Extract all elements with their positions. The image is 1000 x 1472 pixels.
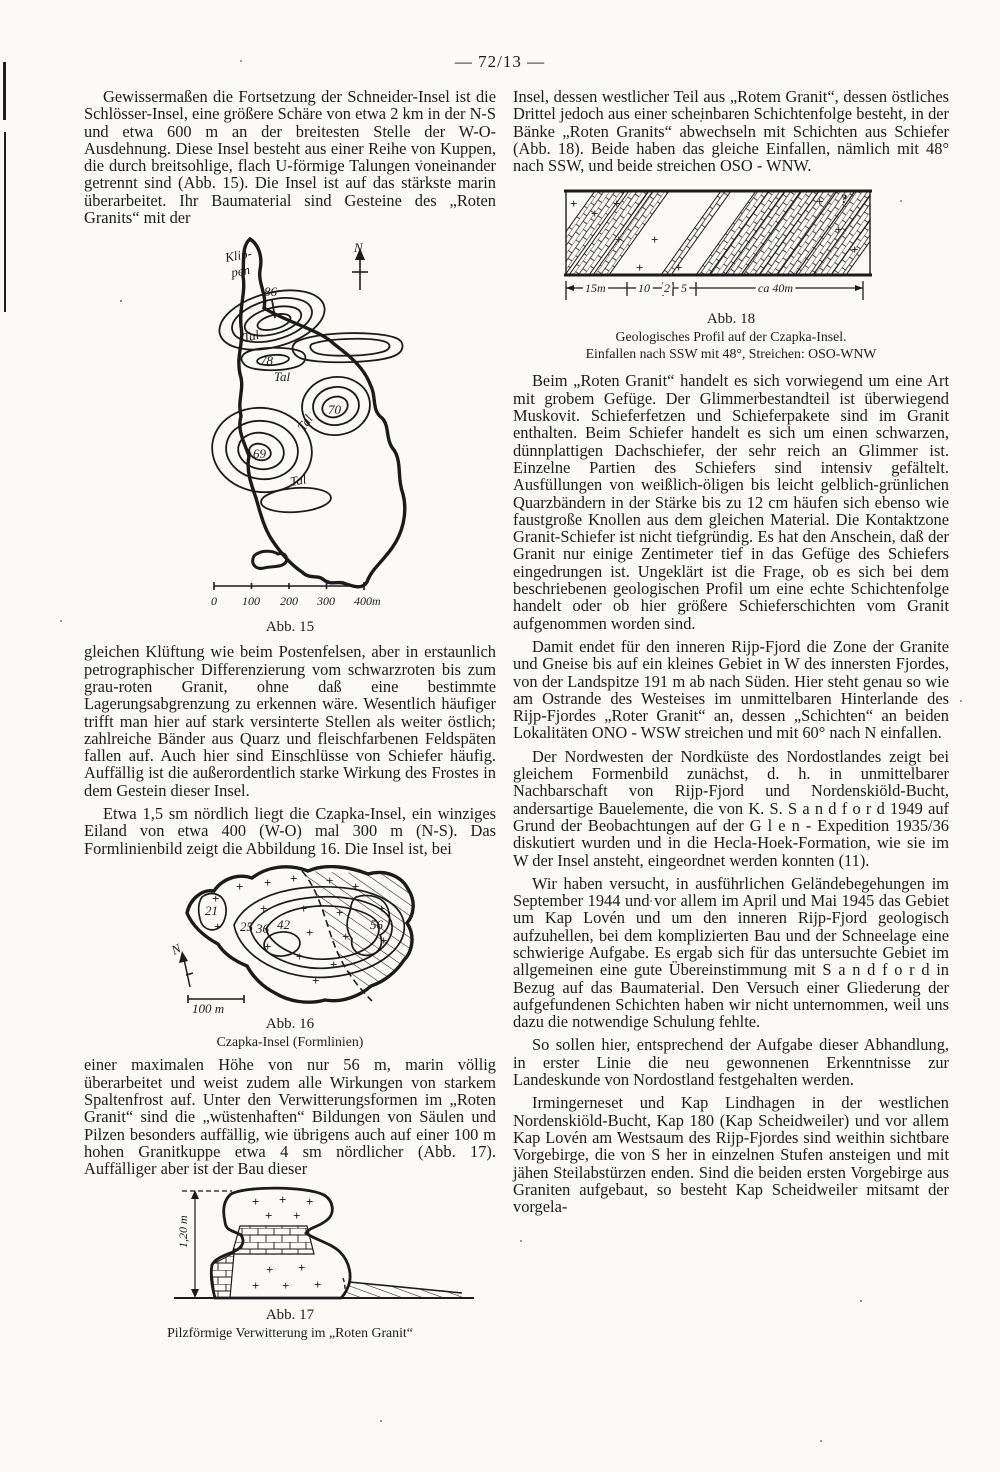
dimension-line (566, 281, 863, 300)
granite-cross-icon: + (290, 870, 298, 886)
label-56: 56 (370, 916, 383, 932)
granite-cross-icon: + (306, 1193, 314, 1209)
granite-cross-icon: + (816, 194, 824, 210)
right-para-6: So sollen hier, entsprechend der Aufgabe dieser Abhandlung, in erster Linie die neu gewonnenen Erkenntnisse zur Landeskunde von Nordostland festgehalten werden. (513, 1035, 949, 1090)
granite-cross-icon: + (380, 932, 388, 948)
granite-cross-icon: + (293, 1207, 301, 1223)
height-label: 1,20 m (176, 1214, 190, 1248)
granite-cross-icon: + (314, 1276, 322, 1292)
geological-profile (513, 188, 949, 310)
scale-tick-100: 100 (242, 594, 260, 609)
granite-cross-icon: + (615, 232, 623, 248)
scale-tick-200: 200 (280, 594, 298, 609)
right-para-4: Der Nordwesten der Nordküste des Nordostlandes zeigt bei gleichem Formenbild zunächst, d. h. in unmittelbarer Nachbarschaft von Rijp-Fjord und Nordenskiöld-Bucht, andersartige Bauelemente, die von K. S. S a n d f o r d 1949 auf Grund der Beobachtungen auf der G l e n - Expedition 1935/36 diskutiert wurden und in die Hecla-Hoek-Formation, wie sie im W der Insel ansteht, eingeordnet werden konnten (11). (513, 746, 949, 870)
scale-tick-300: 300 (317, 594, 335, 609)
granite-cross-icon: + (835, 222, 843, 238)
dim-5: 5 (681, 281, 687, 296)
paper-noise (0, 0, 2, 2)
granite-cross-icon: + (260, 900, 268, 916)
talus-hatch (346, 1282, 462, 1298)
granite-cross-icon: + (336, 904, 344, 920)
granite-cross-icon: + (298, 1259, 306, 1275)
label-78: 78 (260, 353, 273, 369)
right-para-3: Damit endet für den inneren Rijp-Fjord die Zone der Granite und Gneise bis auf ein kleines Gebiet in W des innersten Fjordes, von der Landspitze 191 m ab nach Süden. Hier steht genau so wie am Ostrande des Westeises im unmittelbaren Hinterlande des Rijp-Fjordes „Roter Granit“ an, dessen „Schichten“ an beiden Lokalitäten ONO - WSW streichen und mit 60° nach N einfallen. (513, 636, 949, 743)
figure-16-caption-1: Abb. 16 (265, 1015, 315, 1032)
granite-cross-icon: + (675, 260, 683, 276)
granite-cross-icon: + (378, 900, 386, 916)
granite-cross-icon: + (236, 878, 244, 894)
figure-15-caption: Abb. 15 (265, 619, 315, 636)
label-21: 21 (205, 902, 218, 918)
label-70: 70 (328, 402, 341, 418)
granite-cross-icon: + (312, 972, 320, 988)
granite-cross-icon: + (613, 196, 621, 212)
label-86: 86 (264, 284, 277, 300)
dim-2: 2 (664, 281, 670, 296)
label-25: 25 (240, 918, 253, 934)
granite-cross-icon: + (651, 232, 659, 248)
granite-cross-icon: + (252, 1277, 260, 1293)
left-para-4: einer maximalen Höhe von nur 56 m, marin völlig überarbeitet und weist zudem alle Wirkungen von starkem Spaltenfrost auf. Unter den Verwitterungsformen im „Roten Granit“ sind die „wüstenhaften“ Bildungen von Säulen und Pilzen besonders auffällig, wie übrigens auch auf einer 100 m hohen Granitkuppe etwa 4 sm nördlicher (Abb. 17). Auffälliger aber ist der Bau dieser (84, 1055, 496, 1179)
figure-18-caption-2: Geologisches Profil auf der Czapka-Insel. (615, 329, 847, 345)
scale-tick-400m: 400m (354, 594, 381, 609)
label-tal-3: Tal (294, 412, 316, 435)
figure-16-caption-2: Czapka-Insel (Formlinien) (216, 1033, 364, 1049)
dim-ca40m: ca 40m (758, 281, 793, 296)
granite-cross-icon: + (570, 196, 578, 212)
left-column (84, 88, 496, 1347)
label-klippen-1: Klip- (223, 245, 253, 266)
figure-17-caption-2: Pilzförmige Verwitterung im „Roten Granit“ (167, 1324, 413, 1340)
scan-artifact (4, 132, 6, 312)
label-36: 36 (256, 920, 269, 936)
label-tal-4: Tal (288, 471, 308, 490)
right-para-1: Insel, dessen westlicher Teil aus „Rotem Granit“, dessen östliches Drittel jedoch aus einer scheinbaren Schichtenfolge besteht, in der Bänke „Roten Granits“ abwechseln mit Schichten aus Schiefer (Abb. 18). Beide haben das gleiche Einfallen, nämlich mit 48° nach SSW, und beide streichen OSO - WNW. (513, 87, 949, 176)
figure-18 (513, 188, 949, 362)
label-north: N (168, 940, 184, 958)
label-tal-1: Tal (241, 327, 261, 346)
granite-cross-icon: + (300, 900, 308, 916)
granite-cross-icon: + (212, 890, 220, 906)
granite-cross-icon: + (306, 924, 314, 940)
query-mark: ? (841, 191, 848, 207)
contour-map-czapka-insel (86, 865, 494, 1015)
granite-cross-icon: + (252, 1193, 260, 1209)
granite-cross-icon: + (265, 1207, 273, 1223)
label-tal-2: Tal (274, 369, 291, 385)
right-column (513, 88, 949, 1221)
figure-16 (84, 865, 496, 1051)
figure-17 (84, 1186, 496, 1342)
label-69: 69 (253, 446, 266, 462)
label-klippen-2: pen (229, 262, 252, 281)
dashed-boundary (343, 1278, 345, 1298)
label-north: N (354, 240, 363, 256)
granite-cross-icon: + (282, 1277, 290, 1293)
granite-cross-icon: + (342, 928, 350, 944)
dim-15m: 15m (585, 281, 606, 296)
granite-cross-icon: + (296, 948, 304, 964)
dim-10: 10 (638, 281, 650, 296)
mushroom-rock-sketch (86, 1186, 494, 1306)
granite-cross-icon: + (326, 872, 334, 888)
islet-outline (253, 552, 287, 569)
figure-15 (84, 234, 496, 637)
figure-18-caption-3: Einfallen nach SSW mit 48°, Streichen: OSO-WNW (585, 345, 877, 361)
scale-label: 100 m (192, 1000, 225, 1015)
page-number: — 72/13 — (454, 52, 546, 71)
granite-cross-icon: + (264, 938, 272, 954)
contour-78 (241, 348, 305, 370)
granite-cross-icon: + (636, 260, 644, 276)
profile-bands (535, 191, 906, 275)
granite-cross-icon: + (330, 956, 338, 972)
contour-map-schloesser-insel (86, 234, 494, 618)
granite-cross-icon: + (591, 206, 599, 222)
contour-middle-ridge (293, 333, 403, 362)
left-para-3: Etwa 1,5 sm nördlich liegt die Czapka-Insel, ein winziges Eiland von etwa 400 (W-O) mal 300 m (N-S). Das Formlinienbild zeigt die Abbildung 16. Die Insel ist, bei (84, 804, 496, 858)
granite-cross-icon: + (264, 874, 272, 890)
label-42: 42 (277, 916, 290, 932)
left-para-1: Gewissermaßen die Fortsetzung der Schneider-Insel ist die Schlösser-Insel, eine größere Schäre von etwa 2 km in der N-S und etwa 600 m an der breitesten Stelle der W-O-Ausdehnung. Diese Insel besteht aus einer Reihe von Kuppen, die durch breitsohlige, flach U-förmige Talungen voneinander getrennt sind (Abb. 15). Die Insel ist auf das stärkste marin überarbeitet. Ihr Baumaterial sind Gesteine des „Roten Granits“ mit der (84, 87, 496, 228)
right-para-7: Irmingerneset und Kap Lindhagen in der westlichen Nordenskiöld-Bucht, Kap 180 (Kap Scheidweiler) und vor allem Kap Lovén am Westsaum des Rijp-Fjordes sind weithin sichtbare Vorgebirge, die von S her in einzelnen Stufen ansteigen und mit jähen Steilabstürzen enden. Sind die beiden ersten Vorgebirge aus Graniten aufgebaut, so besteht Kap Scheidweiler mitsamt der vorgela- (513, 1093, 949, 1217)
left-para-2: gleichen Klüftung wie beim Postenfelsen, aber in erstaunlich petrographischer Differenzierung vom schwarzroten bis zum grau-roten Granit, ohne daß eine bestimmte Lagerungsabgrenzung zu erkennen wäre. Wesentlich häufiger trifft man hier auf stark versinterte Stellen als weiter östlich; zahlreiche Bänder aus Quarz und fleischfarbenen Feldspäten fallen auf. Auch hier sind Einschlüsse von Schiefer häufig. Auffällig ist die außerordentlich starke Wirkung des Frostes in dem Gestein dieser Insel. (84, 642, 496, 800)
figure-17-caption-1: Abb. 17 (265, 1306, 315, 1323)
granite-cross-icon: + (266, 1261, 274, 1277)
granite-cross-icon: + (851, 242, 859, 258)
contour-bottom (260, 486, 332, 515)
right-para-5: Wir haben versucht, in ausführlichen Geländebegehungen im September 1944 und vor allem im April und Mai 1945 das Gebiet um Kap Lovén und um den inneren Rijp-Fjord geologisch aufzuhellen, bei dem komplizierten Bau und der Schneelage eine schwierige Aufgabe. Es ergab sich für das untersuchte Gebiet im allgemeinen eine gute Übereinstimmung mit S a n d f o r d in Bezug auf das Baumaterial. Den Versuch einer Gliederung der aufgefundenen Schichten haben wir nicht unternommen, weil uns dazu die notwendige Schulung fehlte. (513, 873, 949, 1032)
granite-cross-icon: + (352, 878, 360, 894)
north-arrow-icon (179, 951, 193, 987)
right-para-2: Beim „Roten Granit“ handelt es sich vorwiegend um eine Art mit grobem Gefüge. Der Glimmerbestandteil ist überwiegend Muskovit. Schieferfetzen und Schieferpakete sind im Granit enthalten. Beim Schiefer handelt es sich um einen schwarzen, dünnplattigen Dachschiefer, der sehr reich an Glimmer ist. Einzelne Partien des Schiefers sind intensiv gefältelt. Ausfüllungen von weißlich-öligen bis leicht gelblich-grünlichen Quarzbändern in der Stärke bis zu 12 cm häufen sich ebenso wie faustgroße Knollen aus dem gleichen Material. Die Kontaktzone Granit-Schiefer ist nicht tiefgründig. Es hat den Anschein, daß der Granit nur einige Zentimeter tief in das Gefüge des Schiefers eingedrungen ist. Ungeklärt ist die Frage, ob es sich bei dem beschriebenen geologischen Profil um eine echte Schichtenfolge handelt oder ob hier größere Schieferschichten vom Granit aufgenommen worden sind. (513, 371, 949, 633)
granite-cross-icon: + (279, 1191, 287, 1207)
figure-18-caption-1: Abb. 18 (706, 311, 756, 328)
granite-cross-icon: + (214, 918, 222, 934)
scale-tick-0: 0 (211, 594, 217, 609)
